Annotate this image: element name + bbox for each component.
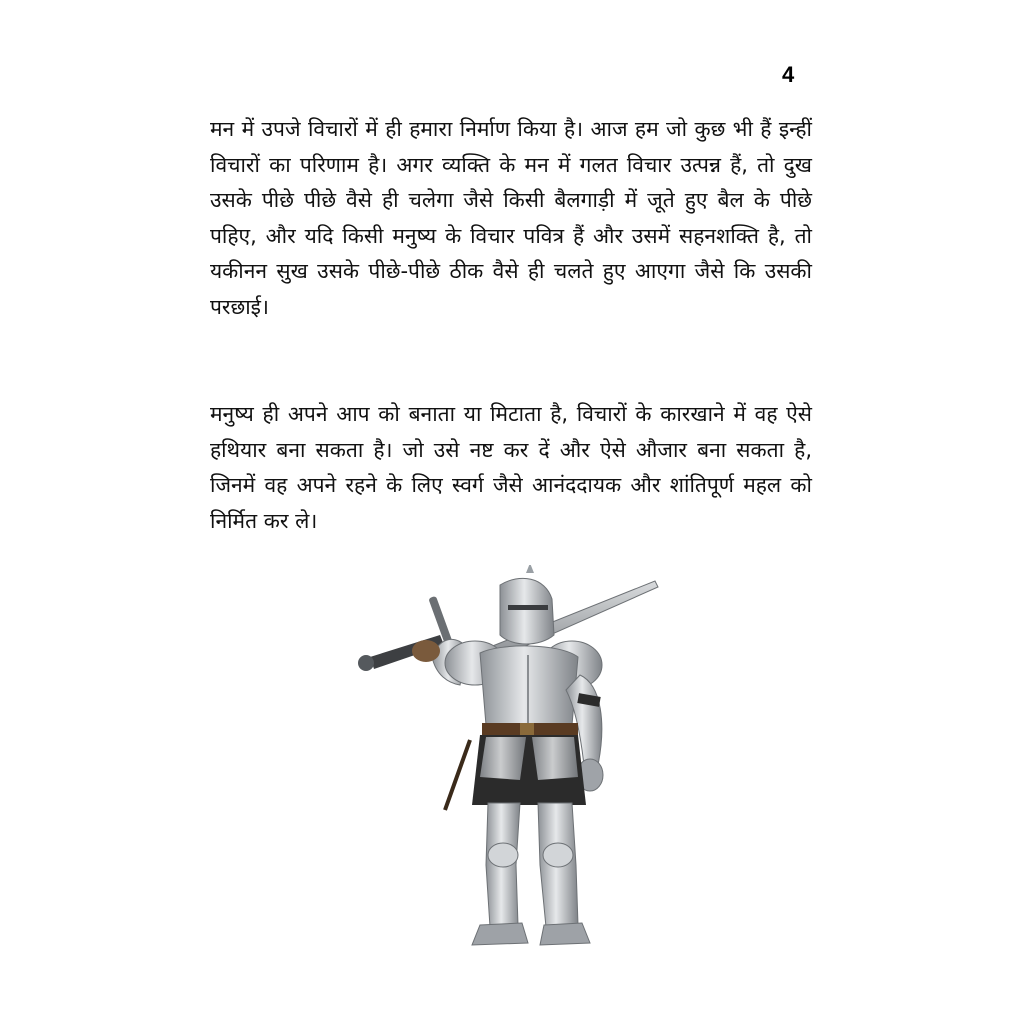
left-tasset xyxy=(480,737,526,780)
left-foot xyxy=(472,923,528,945)
helmet-crest xyxy=(526,565,534,573)
left-knee xyxy=(488,843,518,867)
right-knee xyxy=(543,843,573,867)
paragraph-2: मनुष्य ही अपने आप को बनाता या मिटाता है, विचारों के कारखाने में वह ऐसे हथियार बना सकता है। जो उसे नष्ट कर दें और ऐसे औजार बना सकता है, जिनमें वह अपने रहने के लिए स्वर्ग जैसे आनंददायक और शांतिपूर्ण महल को निर्मित कर ले। xyxy=(210,402,812,533)
belt-buckle xyxy=(520,723,534,737)
knight-icon xyxy=(340,565,690,960)
helmet xyxy=(500,578,554,644)
scabbard xyxy=(445,740,470,810)
knight-illustration xyxy=(340,565,690,960)
sword-pommel xyxy=(358,655,374,671)
right-tasset xyxy=(532,737,578,780)
right-foot xyxy=(540,923,590,945)
paragraph-1: मन में उपजे विचारों में ही हमारा निर्माण किया है। आज हम जो कुछ भी हैं इन्हीं विचारों का परिणाम है। अगर व्यक्ति के मन में गलत विचार उत्पन्न हैं, तो दुख उसके पीछे पीछे वैसे ही चलेगा जैसे किसी बैलगाड़ी में जूते हुए बैल के पीछे पहिए, और यदि किसी मनुष्य के विचार पवित्र हैं और उसमें सहनशक्ति है, तो यकीनन सुख उसके पीछे-पीछे ठीक वैसे ही चलते हुए आएगा जैसे कि उसकी परछाई। xyxy=(210,117,812,319)
visor-slit xyxy=(508,605,548,610)
page-number: 4 xyxy=(782,62,795,87)
gauntlet xyxy=(412,640,440,662)
